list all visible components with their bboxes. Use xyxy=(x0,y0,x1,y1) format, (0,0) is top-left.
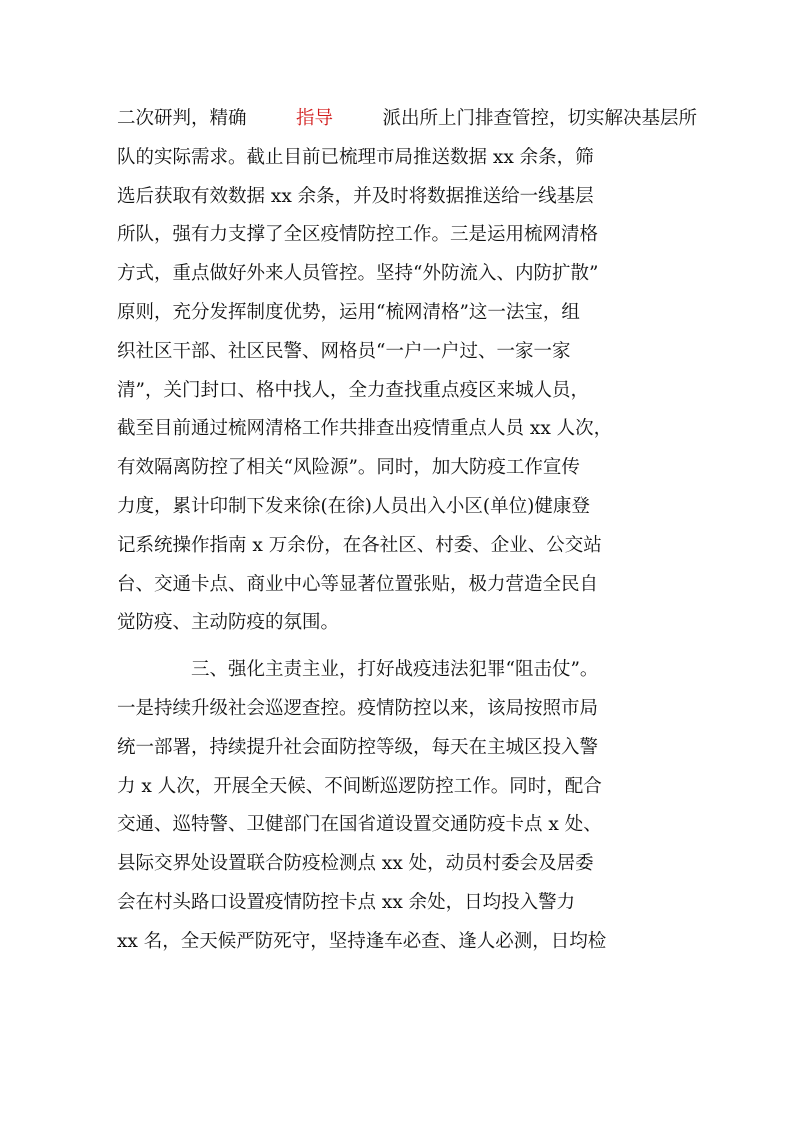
text-line: 记系统操作指南 x 万余份，在各社区、村委、企业、公交站 xyxy=(117,534,602,556)
text-line: 截至目前通过梳网清格工作共排查出疫情重点人员 xx 人次， xyxy=(117,418,613,440)
text-line: 力度，累计印制下发来徐(在徐)人员出入小区(单位)健康登 xyxy=(117,495,590,517)
text-line: 选后获取有效数据 xx 余条，并及时将数据推送给一线基层 xyxy=(117,185,594,207)
text-segment: 二次研判，精确 xyxy=(117,108,247,129)
text-line: 力 x 人次，开展全天候、不间断巡逻防控工作。同时，配合 xyxy=(117,775,602,797)
document-body xyxy=(117,100,697,962)
highlighted-text: 指导 xyxy=(295,108,333,129)
text-line: 有效隔离防控了相关“风险源”。同时，加大防疫工作宣传 xyxy=(117,457,580,479)
text-line: xx 名，全天候严防死守，坚持逢车必查、逢人必测，日均检 xyxy=(117,930,607,952)
text-line: 觉防疫、主动防疫的氛围。 xyxy=(117,612,340,634)
paragraph-2 xyxy=(117,651,697,961)
text-line: 织社区干部、社区民警、网格员“一户一户过、一家一家 xyxy=(117,340,571,362)
text-line: 原则，充分发挥制度优势，运用“梳网清格”这一法宝，组 xyxy=(117,301,580,323)
text-line: 方式，重点做好外来人员管控。坚持“外防流入、内防扩散” xyxy=(117,263,599,285)
paragraph-gap xyxy=(117,643,697,651)
text-line: 清”，关门封口、格中找人，全力查找重点疫区来城人员， xyxy=(117,379,589,401)
text-line: 台、交通卡点、商业中心等显著位置张贴，极力营造全民自 xyxy=(117,573,599,595)
text-line: 统一部署，持续提升社会面防控等级，每天在主城区投入警 xyxy=(117,736,599,758)
text-line: 交通、巡特警、卫健部门在国省道设置交通防疫卡点 x 处、 xyxy=(117,814,602,836)
text-line: 县际交界处设置联合防疫检测点 xx 处，动员村委会及居委 xyxy=(117,853,594,875)
text-line: 所队，强有力支撑了全区疫情防控工作。三是运用梳网清格 xyxy=(117,224,599,246)
paragraph-1 xyxy=(117,100,697,643)
text-line: 一是持续升级社会巡逻查控。疫情防控以来，该局按照市局 xyxy=(117,697,599,719)
text-line xyxy=(117,100,697,139)
text-line: 队的实际需求。截止目前已梳理市局推送数据 xx 余条，筛 xyxy=(117,146,594,168)
section-heading-line: 三、强化主责主业，打好战疫违法犯罪“阻击仗”。 xyxy=(191,659,599,681)
text-segment: 派出所上门排查管控，切实解决基层所 xyxy=(382,108,697,129)
text-line: 会在村头路口设置疫情防控卡点 xx 余处，日均投入警力 xyxy=(117,891,576,913)
